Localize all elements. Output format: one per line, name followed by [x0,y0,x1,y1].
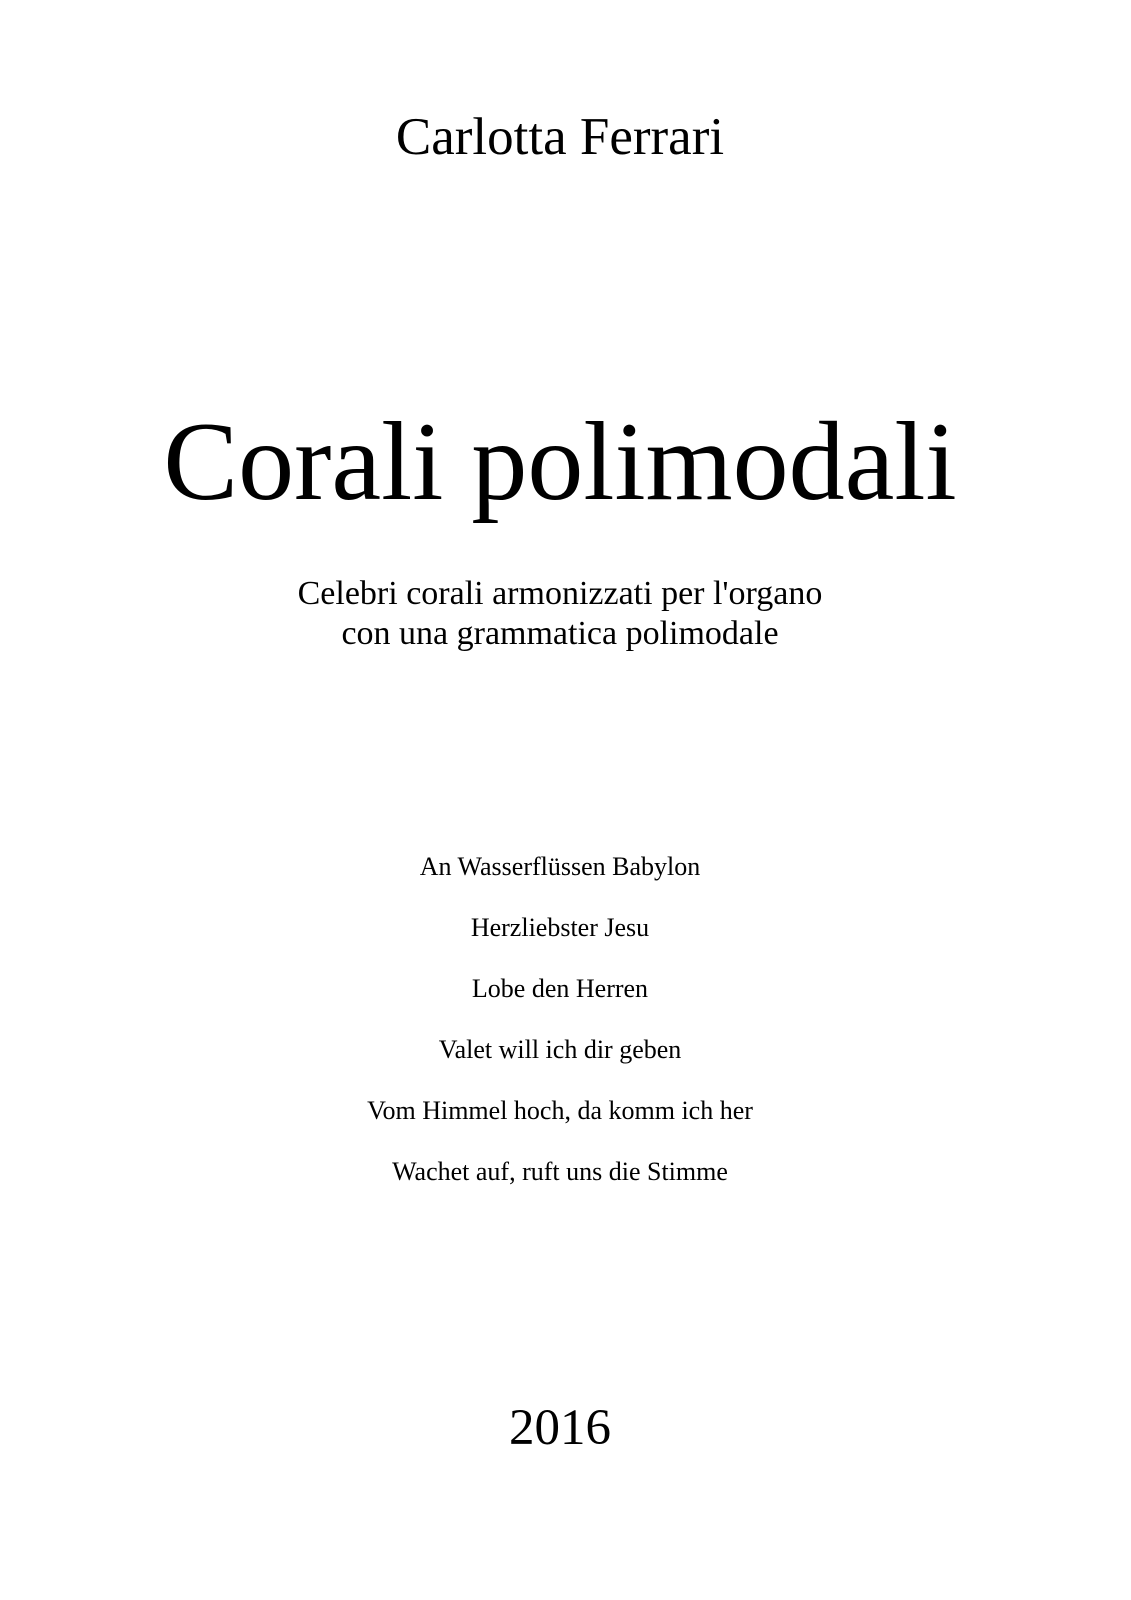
chorale-item: Herzliebster Jesu [470,913,650,942]
author-name: Carlotta Ferrari [395,108,725,166]
publication-year: 2016 [509,1400,611,1456]
subtitle-line-1: Celebri corali armonizzati per l'organo [297,575,823,612]
chorale-list [0,836,1120,1202]
chorale-item: Lobe den Herren [471,974,649,1003]
document-title: Corali polimodali [163,400,957,524]
document-subtitle [0,574,1120,654]
chorale-item: An Wasserflüssen Babylon [419,852,701,881]
subtitle-line-2: con una grammatica polimodale [341,615,779,652]
chorale-item: Wachet auf, ruft uns die Stimme [392,1157,728,1186]
chorale-item: Vom Himmel hoch, da komm ich her [367,1096,753,1125]
chorale-item: Valet will ich dir geben [438,1035,682,1064]
